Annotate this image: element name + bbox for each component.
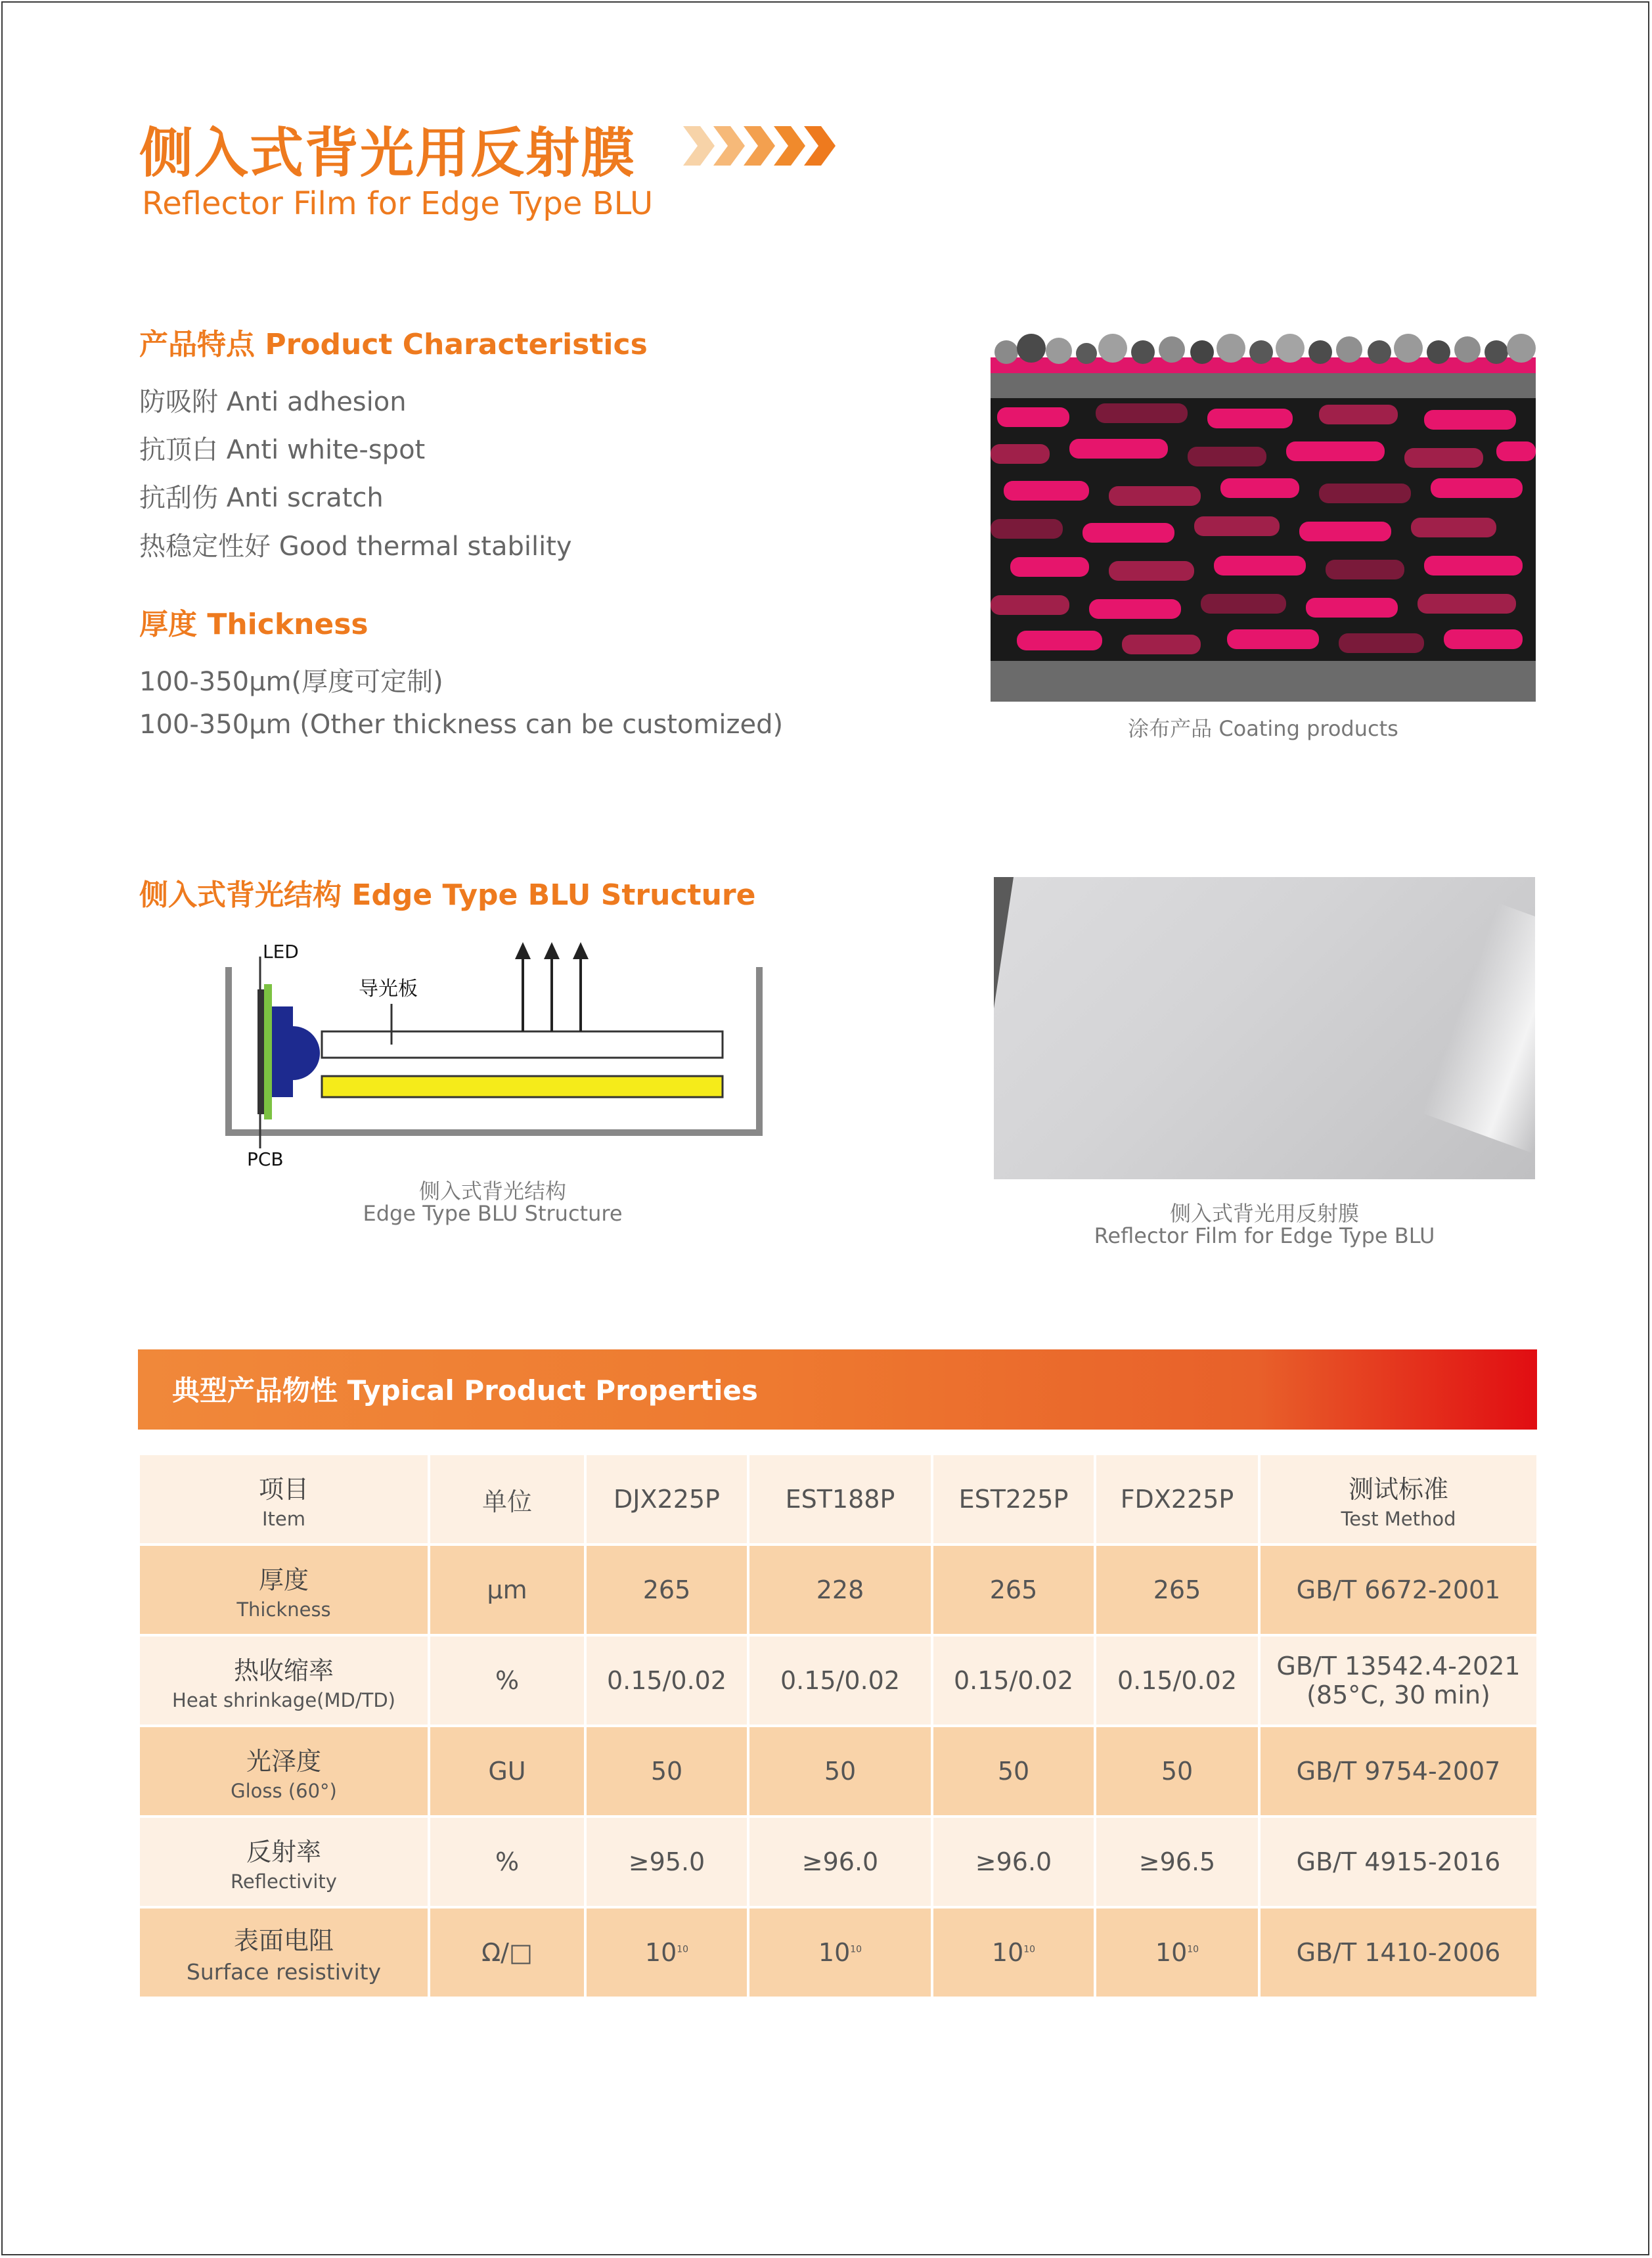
row-value: 0.15/0.02 [1095,1635,1259,1726]
row-item: 光泽度 Gloss (60°) [139,1726,429,1817]
row-value: 0.15/0.02 [585,1635,748,1726]
row-unit: % [429,1635,585,1726]
row-method: GB/T 1410-2006 [1259,1907,1538,1998]
row-item: 表面电阻 Surface resistivity [139,1907,429,1998]
led-label: LED [263,941,299,962]
light-guide-label: 导光板 [359,978,418,1001]
characteristic-item: 热稳定性好 Good thermal stability [139,531,572,562]
thickness-heading: 厚度 Thickness [139,608,368,641]
reflector-film-photo [994,877,1535,1179]
structure-heading: 侧入式背光结构 Edge Type BLU Structure [139,878,756,912]
blu-structure-diagram [223,933,769,1176]
row-value: ≥95.0 [585,1817,748,1907]
row-unit: Ω/□ [429,1907,585,1998]
coating-cross-section-image [991,326,1536,702]
row-unit: GU [429,1726,585,1817]
coating-caption: 涂布产品 Coating products [1128,716,1398,741]
pcb-label: PCB [247,1148,284,1170]
row-value: 50 [585,1726,748,1817]
header-unit: 单位 [429,1454,585,1545]
table-row [139,1726,1538,1817]
row-method: GB/T 13542.4-2021 (85°C, 30 min) [1259,1635,1538,1726]
header-model: FDX225P [1095,1454,1259,1545]
row-value: 50 [932,1726,1095,1817]
row-value: 265 [932,1545,1095,1635]
row-item: 厚度 Thickness [139,1545,429,1635]
row-value: ≥96.0 [932,1817,1095,1907]
row-item: 热收缩率 Heat shrinkage(MD/TD) [139,1635,429,1726]
row-value: 265 [1095,1545,1259,1635]
row-value: 50 [1095,1726,1259,1817]
structure-caption-cn: 侧入式背光结构 [418,1179,566,1204]
table-row [139,1907,1538,1998]
row-value: ≥96.0 [748,1817,932,1907]
row-method: GB/T 6672-2001 [1259,1545,1538,1635]
row-unit: % [429,1817,585,1907]
film-caption-cn: 侧入式背光用反射膜 [1169,1201,1359,1226]
table-header-row [139,1454,1538,1545]
characteristic-item: 防吸附 Anti adhesion [139,387,407,417]
row-value: $10^{10}$ [585,1907,748,1998]
row-value: ≥96.5 [1095,1817,1259,1907]
page-title: 侧入式背光用反射膜 [139,122,636,185]
properties-banner [138,1349,1537,1430]
header-item: 项目 Item [139,1454,429,1545]
row-method: GB/T 4915-2016 [1259,1817,1538,1907]
header-method: 测试标准 Test Method [1259,1454,1538,1545]
table-row [139,1545,1538,1635]
properties-banner-title: 典型产品物性 Typical Product Properties [172,1374,758,1407]
header-model: EST225P [932,1454,1095,1545]
page-subtitle: Reflector Film for Edge Type BLU [142,185,654,222]
row-value: $10^{10}$ [932,1907,1095,1998]
header-model: EST188P [748,1454,932,1545]
row-value: $10^{10}$ [1095,1907,1259,1998]
properties-table [137,1453,1539,1999]
table-row [139,1635,1538,1726]
header-model: DJX225P [585,1454,748,1545]
row-value: 0.15/0.02 [748,1635,932,1726]
row-value: 0.15/0.02 [932,1635,1095,1726]
characteristics-heading: 产品特点 Product Characteristics [139,328,648,361]
thickness-line: 100-350μm(厚度可定制) [139,667,443,697]
table-row [139,1817,1538,1907]
characteristic-item: 抗顶白 Anti white-spot [139,435,426,465]
row-item: 反射率 Reflectivity [139,1817,429,1907]
row-method: GB/T 9754-2007 [1259,1726,1538,1817]
row-unit: μm [429,1545,585,1635]
row-value: 50 [748,1726,932,1817]
film-caption-en: Reflector Film for Edge Type BLU [1094,1223,1435,1248]
row-value: 228 [748,1545,932,1635]
structure-caption-en: Edge Type BLU Structure [363,1201,623,1226]
characteristic-item: 抗刮伤 Anti scratch [139,483,384,513]
row-value: $10^{10}$ [748,1907,932,1998]
row-value: 265 [585,1545,748,1635]
thickness-line: 100-350μm (Other thickness can be customized) [139,710,784,740]
chevrons-arrow-icon [683,124,847,168]
